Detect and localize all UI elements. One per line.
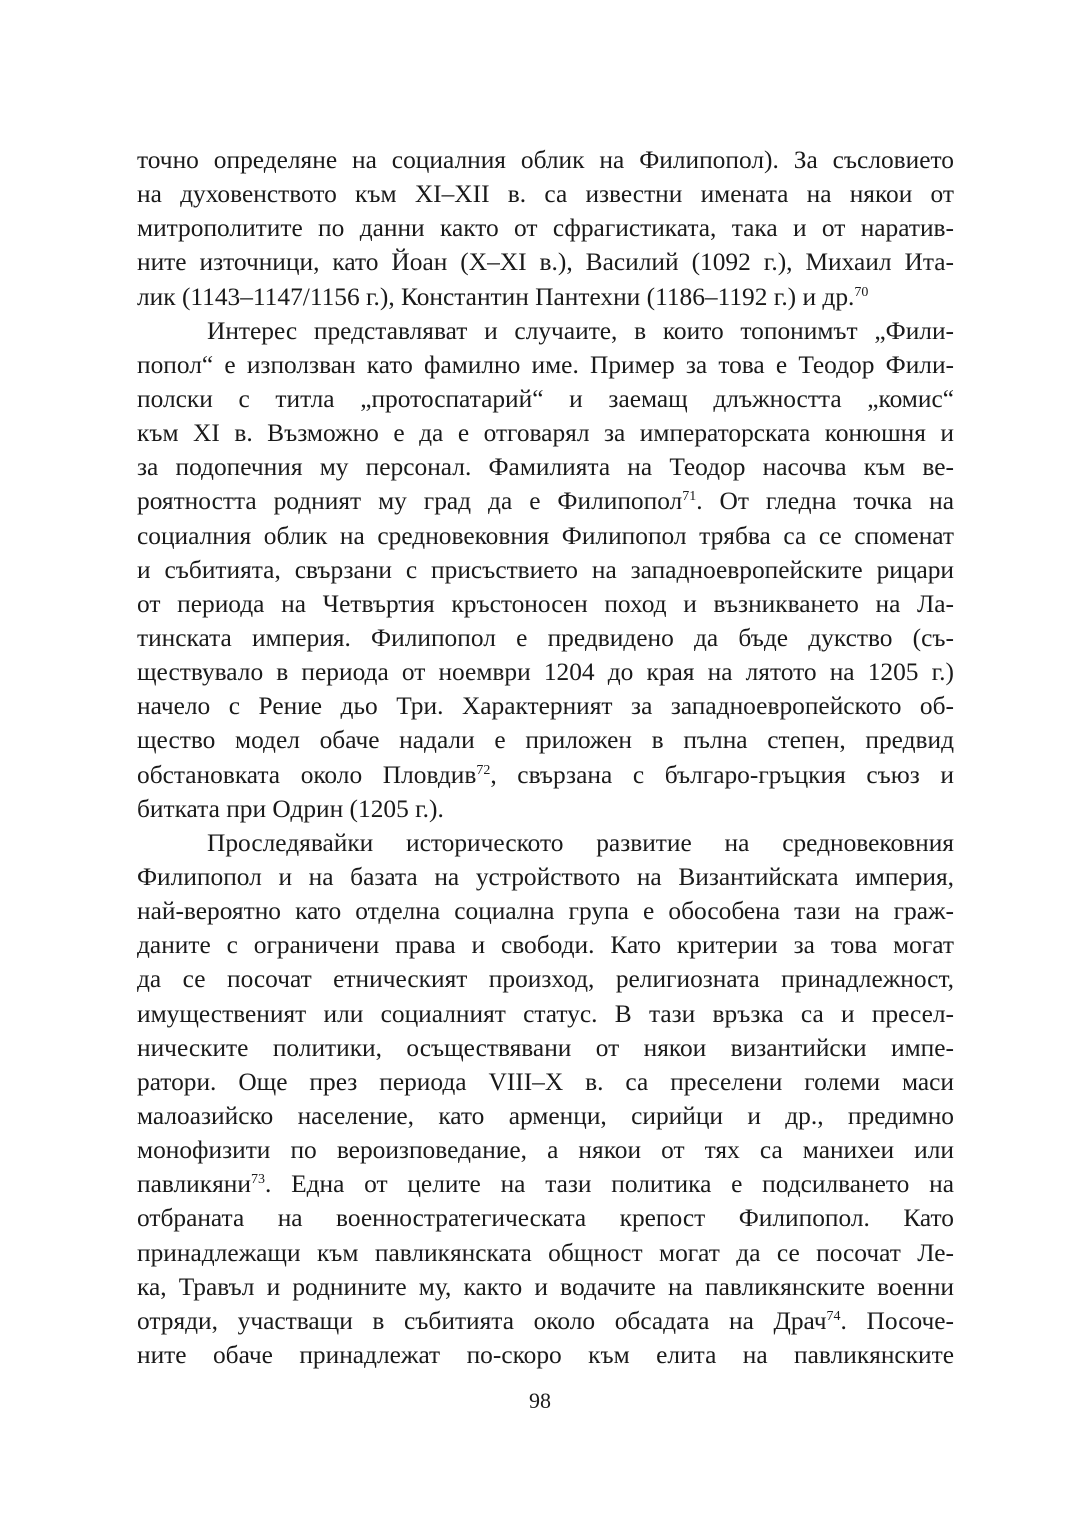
text-segment: битката при Одрин (1205 г.). bbox=[137, 794, 444, 823]
text-segment: ните източници, като Йоан (X–XI в.), Василий (1092 г.), Михаил Ита- bbox=[137, 248, 954, 277]
text-line bbox=[137, 792, 954, 826]
text-line bbox=[137, 1201, 954, 1235]
text-line bbox=[137, 587, 954, 621]
text-segment: социалния облик на средновековния Филипопол трябва са се споменат bbox=[137, 521, 954, 550]
text-segment: ните обаче принадлежат по-скоро към елита на павликянските bbox=[137, 1340, 954, 1369]
text-line bbox=[137, 826, 954, 860]
text-segment: Филипопол и на базата на устройството на Византийската империя, bbox=[137, 862, 954, 891]
text-segment: щество модел обаче надали е приложен в пълна степен, предвид bbox=[137, 726, 954, 755]
text-segment: . Една от целите на тази политика е подсилването на bbox=[264, 1170, 954, 1199]
text-segment: полски с титла „протоспатарий“ и заемащ длъжността „комис“ bbox=[137, 384, 954, 413]
page-number: 98 bbox=[529, 1388, 551, 1413]
text-segment: монофизити по вероизповедание, а някои от тях са манихеи или bbox=[137, 1136, 954, 1165]
text-segment: Проследявайки историческото развитие на средновековния bbox=[207, 828, 954, 857]
text-segment: отряди, участващи в събитията около обсадата на Драч bbox=[137, 1306, 827, 1335]
text-line bbox=[137, 348, 954, 382]
text-line bbox=[137, 723, 954, 757]
text-line bbox=[137, 450, 954, 484]
text-segment: . От гледна точка на bbox=[696, 487, 954, 516]
text-line bbox=[137, 314, 954, 348]
text-line bbox=[137, 1338, 954, 1372]
text-line bbox=[137, 689, 954, 723]
text-line bbox=[137, 177, 954, 211]
text-line bbox=[137, 655, 954, 689]
text-segment: попол“ е използван като фамилно име. Пример за това е Теодор Фили- bbox=[137, 350, 954, 379]
footnote-reference: 70 bbox=[854, 284, 869, 300]
body-text bbox=[137, 143, 954, 1372]
text-segment: начело с Рение дьо Три. Характерният за западноевропейското об- bbox=[137, 692, 954, 721]
text-line bbox=[137, 997, 954, 1031]
text-line bbox=[137, 1065, 954, 1099]
text-line bbox=[137, 553, 954, 587]
text-segment: към XI в. Възможно е да е отговарял за императорската конюшня и bbox=[137, 419, 954, 448]
text-segment: малоазийско население, като арменци, сирийци и др., предимно bbox=[137, 1101, 954, 1130]
text-segment: ществувало в периода от ноември 1204 до края на лятото на 1205 г.) bbox=[137, 658, 954, 687]
text-segment: ратори. Още през периода VIII–X в. са преселени големи маси bbox=[137, 1067, 954, 1096]
text-line bbox=[137, 245, 954, 279]
text-segment: обстановката около Пловдив bbox=[137, 760, 477, 789]
text-segment: . Посоче- bbox=[840, 1306, 954, 1335]
text-segment: и събитията, свързани с присъствието на западноевропейските рицари bbox=[137, 555, 954, 584]
text-line bbox=[137, 484, 954, 518]
footnote-reference: 73 bbox=[250, 1172, 265, 1188]
text-segment: да се посочат етническият произход, религиозната принадлежност, bbox=[137, 965, 954, 994]
text-segment: най-вероятно като отделна социална група е обособена тази на граж- bbox=[137, 897, 954, 926]
text-segment: даните с ограничени права и свободи. Като критерии за това могат bbox=[137, 931, 954, 960]
text-segment: митрополитите по данни както от сфрагистиката, така и от наратив- bbox=[137, 214, 954, 243]
text-segment: Интерес представляват и случаите, в които топонимът „Фили- bbox=[207, 316, 954, 345]
text-segment: ническите политики, осъществявани от някои византийски импе- bbox=[137, 1033, 954, 1062]
text-segment: , свързана с българо-гръцкия съюз и bbox=[490, 760, 954, 789]
text-line bbox=[137, 962, 954, 996]
text-segment: имущественият или социалният статус. В тази връзка са и пресел- bbox=[137, 999, 954, 1028]
text-segment: тинската империя. Филипопол е предвидено да бъде дукство (съ- bbox=[137, 623, 954, 652]
text-line bbox=[137, 860, 954, 894]
text-segment: на духовенството към XI–XII в. са известни имената на някои от bbox=[137, 180, 954, 209]
text-line bbox=[137, 1304, 954, 1338]
text-line bbox=[137, 519, 954, 553]
text-line bbox=[137, 1270, 954, 1304]
text-segment: от периода на Четвъртия кръстоносен поход и възникването на Ла- bbox=[137, 589, 954, 618]
text-line bbox=[137, 416, 954, 450]
text-segment: отбраната на военностратегическата крепост Филипопол. Като bbox=[137, 1204, 954, 1233]
text-line bbox=[137, 928, 954, 962]
text-line bbox=[137, 1099, 954, 1133]
text-segment: роятността родният му град да е Филипопол bbox=[137, 487, 683, 516]
text-segment: за подопечния му персонал. Фамилията на Теодор насочва към ве- bbox=[137, 453, 954, 482]
text-line bbox=[137, 621, 954, 655]
text-line bbox=[137, 211, 954, 245]
text-line bbox=[137, 1031, 954, 1065]
footnote-reference: 74 bbox=[826, 1308, 841, 1324]
text-line bbox=[137, 1167, 954, 1201]
text-line bbox=[137, 1133, 954, 1167]
text-line bbox=[137, 1236, 954, 1270]
text-line bbox=[137, 382, 954, 416]
text-segment: лик (1143–1147/1156 г.), Константин Пантехни (1186–1192 г.) и др. bbox=[137, 282, 855, 311]
text-segment: ка, Травъл и роднините му, както и водачите на павликянските военни bbox=[137, 1272, 954, 1301]
footnote-reference: 72 bbox=[476, 762, 491, 778]
text-segment: точно определяне на социалния облик на Филипопол). За съсловието bbox=[137, 146, 954, 174]
text-segment: принадлежащи към павликянската общност могат да се посочат Ле- bbox=[137, 1238, 954, 1267]
text-line bbox=[137, 894, 954, 928]
footnote-reference: 71 bbox=[682, 489, 697, 505]
text-segment: павликяни bbox=[137, 1170, 251, 1199]
text-line bbox=[137, 143, 954, 177]
text-line bbox=[137, 280, 954, 314]
text-line bbox=[137, 758, 954, 792]
